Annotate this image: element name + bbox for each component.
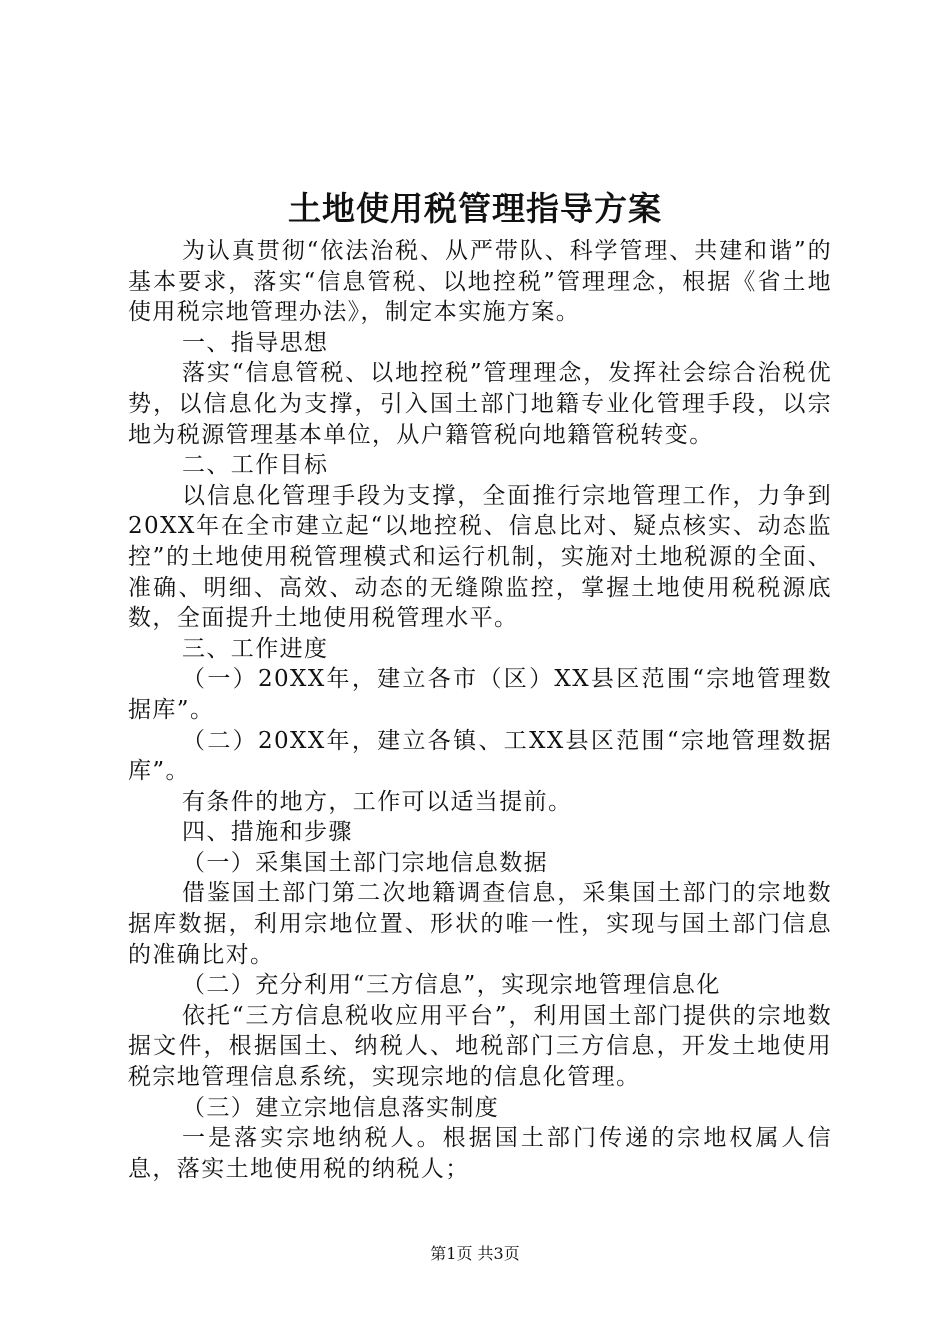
subheading-measure-3: （三）建立宗地信息落实制度 [182, 1094, 500, 1121]
paragraph-measure-2: 依托“三方信息税收应用平台”，利用国土部门提供的宗地数据文件，根据国土、纳税人、地税部门三方信息，开发土地使用税宗地管理信息系统，实现宗地的信息化管理。 [128, 1002, 832, 1091]
section-heading-work-progress: 三、工作进度 [182, 635, 329, 662]
paragraph-measure-3: 一是落实宗地纳税人。根据国土部门传递的宗地权属人信息，落实土地使用税的纳税人； [128, 1125, 832, 1182]
paragraph-guiding-ideology: 落实“信息管税、以地控税”管理理念，发挥社会综合治税优势，以信息化为支撑，引入国土部门地籍专业化管理手段，以宗地为税源管理基本单位，从户籍管税向地籍管税转变。 [128, 360, 832, 448]
document-body [128, 236, 832, 1184]
page-footer: 第1页 共3页 [430, 1244, 520, 1263]
paragraph-measure-1: 借鉴国土部门第二次地籍调查信息，采集国土部门的宗地数据库数据，利用宗地位置、形状的唯一性，实现与国土部门信息的准确比对。 [128, 880, 832, 968]
paragraph-progress-2: （二）20XX年，建立各镇、工XX县区范围“宗地管理数据库”。 [128, 727, 832, 785]
subheading-measure-2: （二）充分利用“三方信息”，实现宗地管理信息化 [182, 972, 721, 999]
paragraph-progress-note: 有条件的地方，工作可以适当提前。 [182, 788, 573, 815]
paragraph-progress-1: （一）20XX年，建立各市（区）XX县区范围“宗地管理数据库”。 [128, 666, 832, 723]
subheading-measure-1: （一）采集国土部门宗地信息数据 [182, 849, 548, 876]
paragraph-intro: 为认真贯彻“依法治税、从严带队、科学管理、共建和谐”的基本要求，落实“信息管税、以地控税”管理理念，根据《省土地使用税宗地管理办法》，制定本实施方案。 [128, 238, 832, 326]
section-heading-work-goals: 二、工作目标 [182, 452, 329, 479]
paragraph-work-goals: 以信息化管理手段为支撑，全面推行宗地管理工作，力争到20XX年在全市建立起“以地控税、信息比对、疑点核实、动态监控”的土地使用税管理模式和运行机制，实施对土地税源的全面、准确、明细、高效、动态的无缝隙监控，掌握土地使用税税源底数，全面提升土地使用税管理水平。 [128, 482, 832, 632]
section-heading-measures: 四、措施和步骤 [182, 819, 353, 846]
section-heading-guiding-ideology: 一、指导思想 [182, 329, 329, 356]
document-title: 土地使用税管理指导方案 [288, 189, 662, 228]
